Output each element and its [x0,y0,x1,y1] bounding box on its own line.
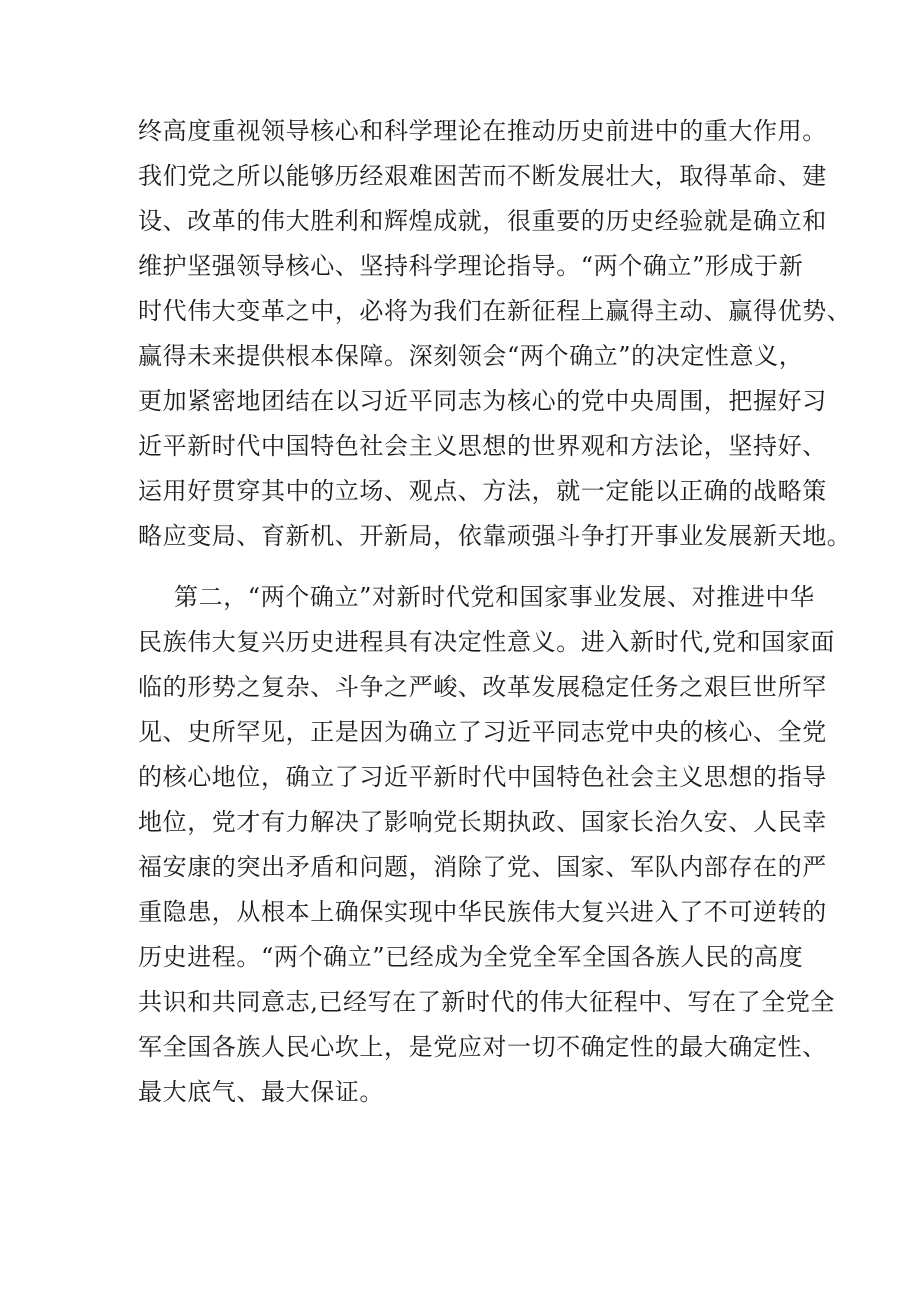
text-line: 最大底气、最大保证。 [138,1078,384,1106]
text-line: 重隐患，从根本上确保实现中华民族伟大复兴进入了不可逆转的 [138,898,827,926]
text-line: 历史进程。“两个确立”已经成为全党全军全国各族人民的高度 [138,943,804,971]
text-line: 军全国各族人民心坎上，是党应对一切不确定性的最大确定性、 [138,1033,827,1061]
text-line: 临的形势之复杂、斗争之严峻、改革发展稳定任务之艰巨世所罕 [138,673,827,701]
text-line: 的核心地位，确立了习近平新时代中国特色社会主义思想的指导 [138,763,827,791]
text-line: 略应变局、育新机、开新局，依靠顽强斗争打开事业发展新天地。 [138,522,852,550]
text-line: 更加紧密地团结在以习近平同志为核心的党中央周围，把握好习 [138,387,827,415]
text-line: 见、史所罕见，正是因为确立了习近平同志党中央的核心、全党 [138,718,827,746]
text-line: 我们党之所以能够历经艰难困苦而不断发展壮大，取得革命、建 [138,162,827,190]
text-line: 福安康的突出矛盾和问题，消除了党、国家、军队内部存在的严 [138,853,827,881]
text-line: 时代伟大变革之中，必将为我们在新征程上赢得主动、赢得优势、 [138,297,852,325]
paragraph-first-line: 第二，“两个确立”对新时代党和国家事业发展、对推进中华 [174,583,815,611]
text-line: 运用好贯穿其中的立场、观点、方法，就一定能以正确的战略策 [138,477,827,505]
text-line: 共识和共同意志,已经写在了新时代的伟大征程中、写在了全党全 [138,988,836,1016]
text-line: 终高度重视领导核心和科学理论在推动历史前进中的重大作用。 [138,117,827,145]
text-line: 维护坚强领导核心、坚持科学理论指导。“两个确立”形成于新 [138,252,804,280]
text-line: 近平新时代中国特色社会主义思想的世界观和方法论，坚持好、 [138,432,827,460]
text-line: 地位，党才有力解决了影响党长期执政、国家长治久安、人民幸 [138,808,827,836]
text-line: 赢得未来提供根本保障。深刻领会“两个确立”的决定性意义， [138,342,804,370]
text-line: 民族伟大复兴历史进程具有决定性意义。进入新时代,党和国家面 [138,628,836,656]
text-line: 设、改革的伟大胜利和辉煌成就，很重要的历史经验就是确立和 [138,207,827,235]
